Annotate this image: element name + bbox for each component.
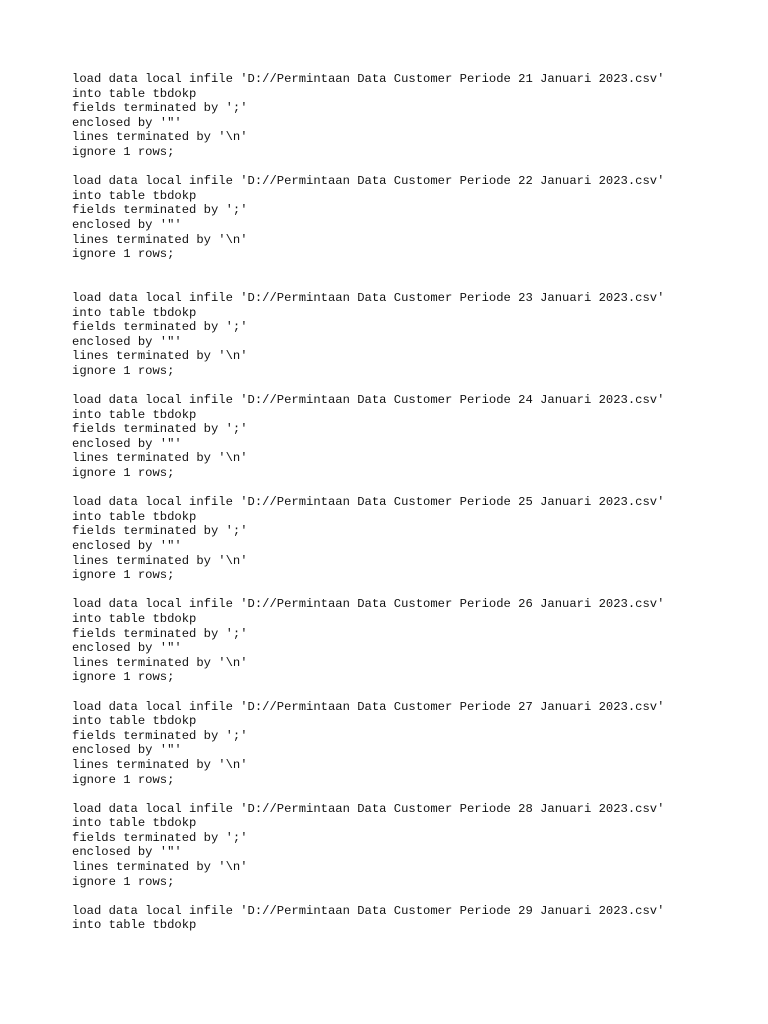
code-line: load data local infile 'D://Permintaan Data Customer Periode 22 Januari 2023.csv': [72, 174, 665, 189]
code-line: into table tbdokp: [72, 188, 197, 203]
code-line: lines terminated by '\n': [72, 860, 248, 875]
sql-statement-block: [72, 495, 752, 583]
code-line: lines terminated by '\n': [72, 553, 248, 568]
code-line: into table tbdokp: [72, 714, 197, 729]
blank-line: [72, 583, 752, 598]
code-line: fields terminated by ';': [72, 524, 248, 539]
sql-statement-block: [72, 802, 752, 890]
code-line: ignore 1 rows;: [72, 144, 175, 159]
blank-line: [72, 262, 752, 291]
code-line: fields terminated by ';': [72, 830, 248, 845]
code-line: ignore 1 rows;: [72, 670, 175, 685]
sql-statement-block: [72, 393, 752, 481]
code-line: lines terminated by '\n': [72, 232, 248, 247]
code-line: enclosed by '"': [72, 641, 182, 656]
code-line: into table tbdokp: [72, 611, 197, 626]
code-line: load data local infile 'D://Permintaan Data Customer Periode 23 Januari 2023.csv': [72, 290, 665, 305]
code-line: fields terminated by ';': [72, 101, 248, 116]
code-line: load data local infile 'D://Permintaan Data Customer Periode 25 Januari 2023.csv': [72, 495, 665, 510]
code-line: into table tbdokp: [72, 305, 197, 320]
code-line: ignore 1 rows;: [72, 466, 175, 481]
blank-line: [72, 378, 752, 393]
blank-line: [72, 481, 752, 496]
sql-statement-block: [72, 597, 752, 685]
code-line: into table tbdokp: [72, 86, 197, 101]
code-line: lines terminated by '\n': [72, 655, 248, 670]
blank-line: [72, 787, 752, 802]
code-line: fields terminated by ';': [72, 203, 248, 218]
sql-statement-block: [72, 72, 752, 160]
code-line: load data local infile 'D://Permintaan Data Customer Periode 26 Januari 2023.csv': [72, 597, 665, 612]
code-line: enclosed by '"': [72, 436, 182, 451]
sql-statement-block: [72, 174, 752, 262]
code-line: lines terminated by '\n': [72, 349, 248, 364]
code-line: enclosed by '"': [72, 115, 182, 130]
code-line: enclosed by '"': [72, 845, 182, 860]
code-line: ignore 1 rows;: [72, 568, 175, 583]
code-line: fields terminated by ';': [72, 626, 248, 641]
code-line: fields terminated by ';': [72, 320, 248, 335]
code-line: load data local infile 'D://Permintaan Data Customer Periode 28 Januari 2023.csv': [72, 801, 665, 816]
code-line: ignore 1 rows;: [72, 772, 175, 787]
code-line: enclosed by '"': [72, 539, 182, 553]
code-line: load data local infile 'D://Permintaan Data Customer Periode 24 Januari 2023.csv': [72, 393, 665, 408]
sql-script: [72, 72, 752, 933]
code-line: into table tbdokp: [72, 918, 197, 933]
code-line: load data local infile 'D://Permintaan Data Customer Periode 21 Januari 2023.csv': [72, 72, 665, 86]
blank-line: [72, 160, 752, 175]
code-line: ignore 1 rows;: [72, 247, 175, 262]
blank-line: [72, 685, 752, 700]
code-line: into table tbdokp: [72, 509, 197, 524]
code-line: enclosed by '"': [72, 743, 182, 758]
sql-statement-block: [72, 291, 752, 379]
code-line: enclosed by '"': [72, 334, 182, 349]
code-line: into table tbdokp: [72, 816, 197, 831]
code-line: ignore 1 rows;: [72, 363, 175, 378]
code-line: fields terminated by ';': [72, 728, 248, 743]
code-line: lines terminated by '\n': [72, 130, 248, 145]
code-line: load data local infile 'D://Permintaan Data Customer Periode 29 Januari 2023.csv': [72, 903, 665, 918]
sql-statement-block: [72, 904, 752, 933]
sql-statement-block: [72, 700, 752, 788]
code-line: lines terminated by '\n': [72, 451, 248, 466]
code-line: into table tbdokp: [72, 407, 197, 422]
blank-line: [72, 889, 752, 904]
code-line: fields terminated by ';': [72, 422, 248, 437]
code-line: enclosed by '"': [72, 217, 182, 232]
code-line: ignore 1 rows;: [72, 874, 175, 889]
code-line: load data local infile 'D://Permintaan Data Customer Periode 27 Januari 2023.csv': [72, 699, 665, 714]
code-line: lines terminated by '\n': [72, 757, 248, 772]
